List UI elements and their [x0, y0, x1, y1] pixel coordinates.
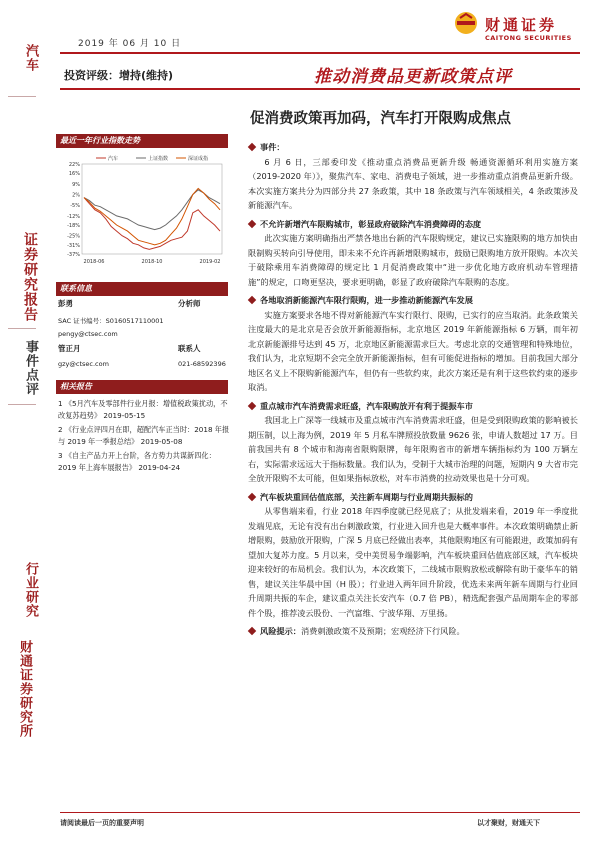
y-tick-label: -25% [67, 233, 80, 240]
section-text: 实施方案要求各地不得对新能源汽车实行限行、限购，已实行的应当取消。此条政策关注度最大的是北京是否会放开新能源指标，北京地区 2019 年新能源指标 6 万辆，而年初北京新能源排号达到 45 万，北京地区新能源需求巨大。考虑北京的交通管理和特殊地位，我们认为，北京短期不会完全放开新能源指标，但有可能促进指标的增加。目前我国大部分地区名义上不限购新能源汽车，但仍有一些软约束，此次方案还是有利于这些软约束的逐步取消。 [248, 309, 578, 392]
related-reports-heading: 相关报告 [56, 380, 228, 394]
y-tick-label: 9% [72, 181, 80, 188]
section-heading: 事件： [260, 142, 285, 152]
series-line-汽车 [84, 198, 220, 250]
section-demand [248, 399, 578, 486]
header-rule [60, 52, 580, 54]
y-tick-label: -18% [67, 223, 80, 230]
section-heading: 汽车板块重回估值底部，关注新车周期与行业周期共振标的 [260, 491, 473, 502]
investment-rating: 投资评级：增持(维持) [64, 69, 174, 82]
y-tick-label: -37% [67, 252, 80, 258]
bullet-diamond-icon [248, 296, 256, 304]
footer-rule [60, 812, 580, 813]
series-line-深证成指 [84, 188, 220, 244]
related-report-item[interactable]: 3 《自主产品力开上台阶，各方势力共谋新四化：2019 年上海车展报告》 2019-04-24 [58, 451, 216, 472]
company-logo-icon [450, 10, 482, 36]
x-tick-label: 2019-02 [199, 259, 221, 265]
risk-warning [248, 624, 578, 639]
chart-plot-frame [82, 164, 222, 254]
industry-index-chart [56, 150, 228, 268]
risk-text: 消费刺激政策不及预期；宏观经济下行风险。 [300, 626, 465, 636]
footer-slogan: 以才聚财，财通天下 [477, 819, 540, 827]
y-tick-label: -5% [70, 203, 80, 210]
band-divider [8, 404, 36, 405]
analyst-name: 彭勇 [58, 299, 73, 308]
title-rule [60, 88, 580, 90]
section-heading: 重点城市汽车消费需求旺盛，汽车限购放开有利于提振车市 [260, 400, 473, 411]
bullet-diamond-icon [248, 219, 256, 227]
section-text: 从零售端来看，行业 2018 年四季度就已经见底了；从批发端来看，2019 年一季度批发端见底，无论有没有出台刺激政策，行业进入回升也是大概率事件。本次政策明确禁止新增限购，鼓励放开限购，广深 5 月底已经做出表率，其他限购地区有可能跟进，政策加码有望加大复苏力度。5 月以来，受中美贸易争端影响，汽车板块重回估值底部区域，汽车板块迎来较好的布局机会。我们认为，本次政策下，二线城市限购放松或解除有助于豪华车的销售，建议关注华晨中国（H 股）；行业进入两年回升阶段，优选未来两年新车周期与行业回升周期共振的车企，建议重点关注长安汽车（0.7 倍 PB），精选配套强产品周期车企的零部件个股，推荐凌云股份、一汽富维、宁波华翔、万里扬。 [248, 506, 578, 618]
chart-heading: 最近一年行业指数走势 [56, 134, 228, 148]
sideband-company: 财通证券研究所 [17, 640, 32, 738]
contact-heading: 联系信息 [56, 282, 228, 296]
report-body [248, 140, 578, 639]
band-divider [8, 96, 36, 97]
left-band [0, 0, 44, 842]
company-logo-text: 财通证券 [485, 16, 558, 34]
bullet-diamond-icon [248, 627, 256, 635]
bullet-diamond-icon [248, 401, 256, 409]
legend-label: 上证指数 [148, 156, 169, 162]
series-line-上证指数 [84, 190, 220, 230]
sideband-section: 行业研究 [23, 562, 38, 618]
legend-label: 汽车 [108, 156, 119, 162]
section-nev [248, 293, 578, 395]
page-title: 促消费政策再加码，汽车打开限购成焦点 [250, 110, 511, 127]
section-text: 我国北上广深等一线城市及重点城市汽车消费需求旺盛，但是受到限购政策的影响被长期压制，以上海为例，2019 年 5 月私车牌照投放数量 9626 张，申请人数超过 17 万。目前我国共有 8 个城市和海南省限购限牌，每年限购省市的新增车辆指标约为 100 万辆左右，实际需求远远大于指标数量。我们认为，受制于大城市治理的问题，短期内 9 大省市完全放开限购不太可能，但如果指标放松，对车市消费的拉动效果也是十分可观。 [248, 415, 578, 483]
related-report-item[interactable]: 2 《行业点评四月在即，超配汽车正当时：2018 年报与 2019 年一季报总结》 2019-05-08 [58, 425, 230, 446]
section-purchase-limit [248, 217, 578, 290]
section-heading: 不允许新增汽车限购城市，彰显政府破除汽车消费障碍的态度 [260, 218, 482, 229]
footer-disclaimer[interactable]: 请阅读最后一页的重要声明 [60, 819, 144, 827]
related-report-item[interactable]: 1 《5月汽车及零部件行业月报：增值税政策扰动，不改复苏趋势》 2019-05-15 [58, 399, 228, 420]
report-date: 2019 年 06 月 10 日 [78, 39, 182, 49]
related-reports [58, 398, 230, 476]
contact-phone: 021-68592396 [178, 360, 226, 368]
y-tick-label: -31% [67, 242, 80, 249]
y-tick-label: 2% [72, 192, 80, 199]
legend-label: 深证成指 [188, 156, 209, 162]
sideband-event-type: 事件点评 [23, 340, 38, 396]
x-tick-label: 2018-06 [83, 259, 105, 265]
contact-email[interactable]: gzy@ctsec.com [58, 360, 109, 368]
y-tick-label: 16% [68, 171, 80, 178]
analyst-email[interactable]: pengy@ctsec.com [58, 330, 118, 338]
company-logo-english: CAITONG SECURITIES [485, 34, 572, 42]
y-tick-label: -12% [67, 213, 80, 220]
doc-type: 推动消费品更新政策点评 [314, 67, 512, 87]
bullet-diamond-icon [248, 143, 256, 151]
section-text: 6 月 6 日，三部委印发《推动重点消费品更新升级 畅通资源循环利用实施方案（2019-2020 年）》，聚焦汽车、家电、消费电子领域，进一步推动重点消费品更新升级。本次实施方案共分为四部分共 27 条政策，其中 18 条政策与汽车领域相关，4 条政策涉及新能源汽车。 [248, 156, 578, 210]
contact-name: 管正月 [58, 344, 81, 353]
band-divider [8, 328, 36, 329]
section-text: 此次实施方案明确指出严禁各地出台新的汽车限购规定，建议已实施限购的地方加快由限制购买转向引导使用，即未来不允许再新增限购城市，鼓励已限购地方放开限购。本次关于破除乘用车消费障碍的规定比 1 月促消费政策中“进一步优化地方政府机动车管理措施”的规定，口吻更坚决，要求更明确，彰显了政府破除汽车限购的态度。 [248, 233, 578, 287]
analyst-cert: SAC 证书编号：S0160517110001 [58, 317, 164, 325]
y-tick-label: 22% [68, 162, 80, 168]
sideband-industry: 汽车 [23, 44, 38, 72]
bullet-diamond-icon [248, 492, 256, 500]
analyst-role: 分析师 [178, 299, 201, 308]
x-tick-label: 2018-10 [141, 259, 163, 265]
section-heading: 各地取消新能源汽车限行限购，进一步推动新能源汽车发展 [260, 295, 473, 305]
sideband-report-type: 证券研究报告 [22, 232, 38, 322]
section-event [248, 140, 578, 213]
contact-role: 联系人 [178, 344, 201, 353]
risk-heading: 风险提示： [260, 626, 301, 636]
section-valuation [248, 490, 578, 621]
